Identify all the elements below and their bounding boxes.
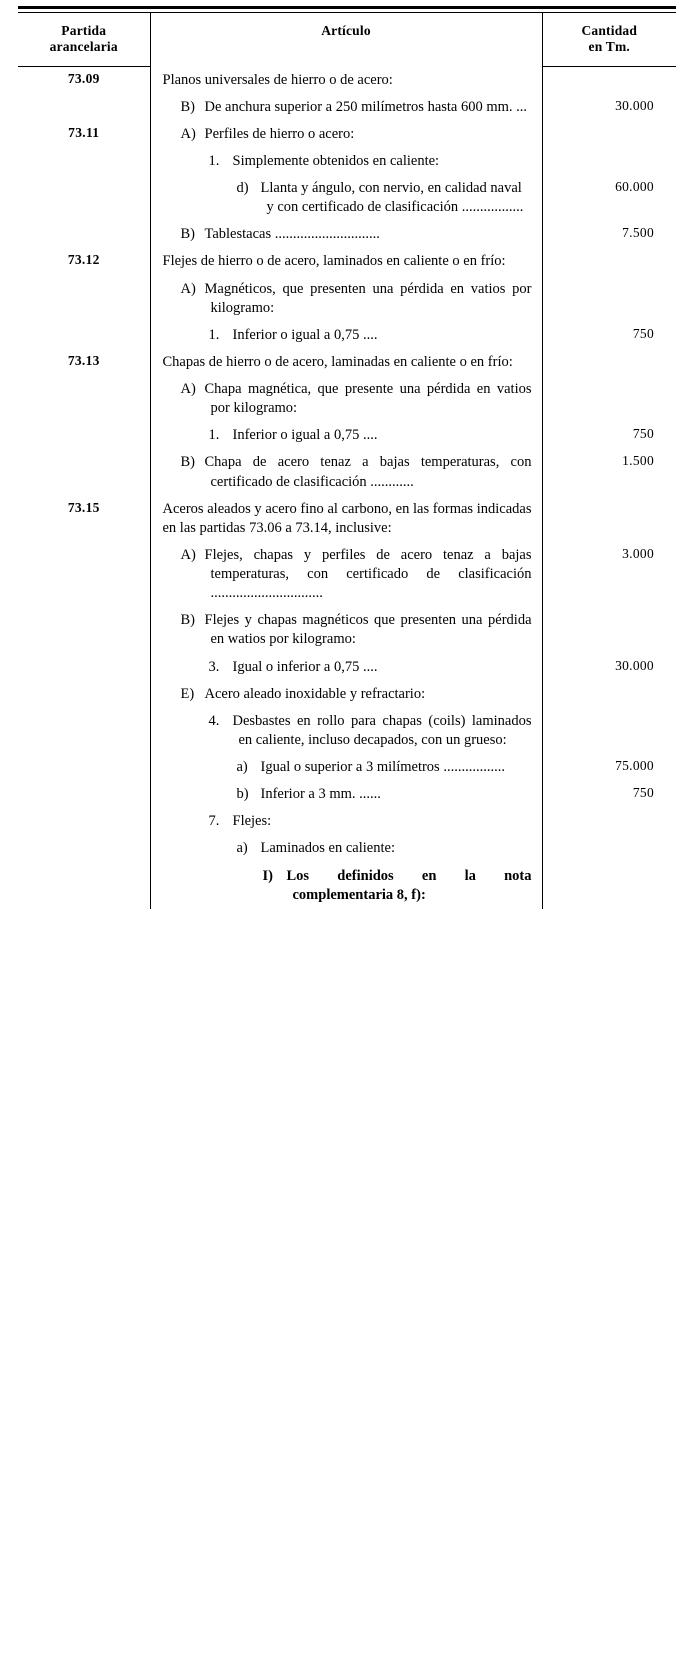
article-hang xyxy=(209,426,532,445)
article-text: Laminados en caliente: xyxy=(260,840,395,857)
article-paragraph xyxy=(237,758,532,777)
row-quantity xyxy=(542,248,676,275)
row-code xyxy=(18,276,150,322)
table-row xyxy=(18,808,676,835)
row-quantity xyxy=(542,67,676,94)
column-header-partida-line1: Partida xyxy=(61,23,107,38)
row-article xyxy=(150,422,542,449)
column-header-cantidad xyxy=(542,13,676,66)
row-quantity: 3.000 xyxy=(622,545,654,561)
article-paragraph xyxy=(209,658,532,677)
article-paragraph xyxy=(163,71,532,90)
row-article xyxy=(150,148,542,175)
row-article xyxy=(150,835,542,862)
item-label: A) xyxy=(180,125,196,142)
table-row xyxy=(18,607,676,653)
article-paragraph xyxy=(263,867,532,905)
row-article xyxy=(150,781,542,808)
article-text: Inferior a 3 mm. ...... xyxy=(260,786,381,803)
article-hang xyxy=(181,125,532,144)
row-quantity xyxy=(542,349,676,376)
row-code xyxy=(18,148,150,175)
row-article xyxy=(150,607,542,653)
table-row xyxy=(18,542,676,607)
row-code xyxy=(18,376,150,422)
item-label: 7. xyxy=(208,813,220,830)
item-label: B) xyxy=(180,612,195,629)
article-hang xyxy=(237,785,532,804)
article-paragraph xyxy=(181,453,532,491)
row-article xyxy=(150,248,542,275)
item-label: 3. xyxy=(208,658,220,675)
row-quantity xyxy=(542,376,676,422)
article-paragraph xyxy=(181,611,532,649)
table-row xyxy=(18,322,676,349)
item-label: d) xyxy=(236,180,249,197)
article-text: Desbastes en rollo para chapas (coils) laminados en caliente, incluso decapados, con un grueso: xyxy=(232,712,532,748)
row-code: 73.15 xyxy=(67,499,100,515)
article-hang xyxy=(263,867,532,905)
table-row xyxy=(18,349,676,376)
row-article xyxy=(150,175,542,221)
row-code xyxy=(18,708,150,754)
article-text: Chapas de hierro o de acero, laminadas en caliente o en frío: xyxy=(162,353,513,370)
row-article xyxy=(150,221,542,248)
article-paragraph xyxy=(181,225,532,244)
article-text: Magnéticos, que presenten una pérdida en vatios por kilogramo: xyxy=(204,280,532,316)
row-article xyxy=(150,376,542,422)
row-quantity: 750 xyxy=(632,785,654,801)
table-row xyxy=(18,376,676,422)
top-double-rule xyxy=(18,6,676,13)
article-paragraph xyxy=(163,252,532,271)
article-hang xyxy=(181,453,532,491)
row-quantity xyxy=(542,148,676,175)
article-hang xyxy=(209,152,532,171)
article-text: Flejes de hierro o de acero, laminados en caliente o en frío: xyxy=(162,253,506,270)
article-paragraph xyxy=(181,380,532,418)
article-text: Planos universales de hierro o de acero: xyxy=(162,71,393,88)
article-text: Aceros aleados y acero fino al carbono, en las formas indicadas en las partidas 73.06 a 73.14, inclusive: xyxy=(162,500,532,536)
article-text: Inferior o igual a 0,75 .... xyxy=(232,326,378,343)
row-article xyxy=(150,708,542,754)
table-header xyxy=(18,13,676,67)
row-quantity: 75.000 xyxy=(615,758,654,774)
row-quantity: 7.500 xyxy=(622,225,654,241)
row-article xyxy=(150,542,542,607)
row-code xyxy=(18,654,150,681)
table-row xyxy=(18,148,676,175)
row-code xyxy=(18,94,150,121)
row-code xyxy=(18,808,150,835)
article-hang xyxy=(181,380,532,418)
table-row xyxy=(18,422,676,449)
article-hang xyxy=(181,611,532,649)
row-code: 73.12 xyxy=(67,252,100,268)
article-paragraph xyxy=(163,353,532,372)
table-row xyxy=(18,863,676,909)
row-quantity: 30.000 xyxy=(615,657,654,673)
row-code xyxy=(18,781,150,808)
row-quantity: 1.500 xyxy=(622,453,654,469)
article-paragraph xyxy=(237,785,532,804)
article-paragraph xyxy=(181,546,532,603)
row-quantity xyxy=(542,808,676,835)
column-header-partida xyxy=(18,13,150,66)
article-text: Flejes y chapas magnéticos que presenten una pérdida en watios por kilogramo: xyxy=(204,612,532,648)
article-text: Inferior o igual a 0,75 .... xyxy=(232,427,378,444)
item-label: A) xyxy=(180,280,196,297)
article-paragraph xyxy=(209,426,532,445)
column-header-partida-line2: arancelaria xyxy=(49,38,118,54)
row-article xyxy=(150,754,542,781)
table-row xyxy=(18,449,676,495)
row-quantity xyxy=(542,496,676,542)
article-hang xyxy=(181,98,532,117)
item-label: B) xyxy=(180,454,195,471)
article-paragraph xyxy=(209,152,532,171)
row-code xyxy=(18,175,150,221)
row-quantity: 30.000 xyxy=(615,97,654,113)
article-paragraph xyxy=(181,125,532,144)
row-article xyxy=(150,94,542,121)
item-label: a) xyxy=(236,759,248,776)
article-text: Los definidos en la nota complementaria 8, f): xyxy=(286,867,532,903)
row-article xyxy=(150,322,542,349)
row-code xyxy=(18,221,150,248)
article-hang xyxy=(237,179,532,217)
row-quantity xyxy=(542,835,676,862)
column-header-cantidad-line1: Cantidad xyxy=(581,23,638,38)
article-hang xyxy=(209,712,532,750)
row-quantity xyxy=(542,708,676,754)
table-row xyxy=(18,175,676,221)
table-row xyxy=(18,67,676,94)
document-page xyxy=(0,6,694,1678)
item-label: 1. xyxy=(208,427,220,444)
article-hang xyxy=(209,326,532,345)
row-code: 73.09 xyxy=(67,71,100,87)
article-paragraph xyxy=(163,500,532,538)
article-text: Chapa de acero tenaz a bajas temperaturas, con certificado de clasificación ............ xyxy=(204,454,532,490)
article-paragraph xyxy=(209,326,532,345)
table-row xyxy=(18,781,676,808)
article-hang xyxy=(181,685,532,704)
row-code xyxy=(18,322,150,349)
table-row xyxy=(18,835,676,862)
item-label: B) xyxy=(180,226,195,243)
article-hang xyxy=(209,812,532,831)
row-article xyxy=(150,349,542,376)
item-label: A) xyxy=(180,546,196,563)
article-paragraph xyxy=(181,98,532,117)
row-quantity: 60.000 xyxy=(615,179,654,195)
article-paragraph xyxy=(209,812,532,831)
row-code xyxy=(18,607,150,653)
row-quantity: 750 xyxy=(632,325,654,341)
article-paragraph xyxy=(209,712,532,750)
row-article xyxy=(150,67,542,94)
table-row xyxy=(18,121,676,148)
article-text: Flejes, chapas y perfiles de acero tenaz a bajas temperaturas, con certificado de clasificación ............................... xyxy=(204,546,532,602)
row-code xyxy=(18,754,150,781)
table-body xyxy=(18,67,676,909)
column-header-cantidad-line2: en Tm. xyxy=(588,38,630,54)
row-code xyxy=(18,422,150,449)
article-hang xyxy=(181,280,532,318)
item-label: A) xyxy=(180,381,196,398)
article-text: Igual o superior a 3 milímetros ................. xyxy=(260,759,505,776)
article-paragraph xyxy=(237,179,532,217)
item-label: 4. xyxy=(208,712,220,729)
row-article xyxy=(150,496,542,542)
row-quantity: 750 xyxy=(632,426,654,442)
item-label: I) xyxy=(262,867,273,884)
item-label: 1. xyxy=(208,152,220,169)
row-article xyxy=(150,863,542,909)
article-paragraph xyxy=(237,839,532,858)
table-row xyxy=(18,708,676,754)
row-code xyxy=(18,542,150,607)
table-row xyxy=(18,754,676,781)
article-text: Llanta y ángulo, con nervio, en calidad naval y con certificado de clasificación ................. xyxy=(260,180,524,216)
row-article xyxy=(150,121,542,148)
article-paragraph xyxy=(181,280,532,318)
row-quantity xyxy=(542,607,676,653)
row-article xyxy=(150,808,542,835)
table-row xyxy=(18,248,676,275)
row-article xyxy=(150,681,542,708)
row-quantity xyxy=(542,276,676,322)
article-hang xyxy=(181,225,532,244)
article-hang xyxy=(237,839,532,858)
row-code: 73.13 xyxy=(67,352,100,368)
article-text: Simplemente obtenidos en caliente: xyxy=(232,152,440,169)
table-row xyxy=(18,496,676,542)
row-code xyxy=(18,449,150,495)
item-label: 1. xyxy=(208,326,220,343)
article-text: Tablestacas ............................. xyxy=(204,226,380,243)
row-article xyxy=(150,449,542,495)
row-article xyxy=(150,276,542,322)
item-label: E) xyxy=(180,685,195,702)
item-label: B) xyxy=(180,98,195,115)
article-paragraph xyxy=(181,685,532,704)
tariff-table xyxy=(18,13,676,909)
row-code xyxy=(18,681,150,708)
article-hang xyxy=(209,658,532,677)
table-row xyxy=(18,654,676,681)
article-text: Flejes: xyxy=(232,813,272,830)
article-hang xyxy=(237,758,532,777)
row-quantity xyxy=(542,863,676,909)
article-text: De anchura superior a 250 milímetros hasta 600 mm. ... xyxy=(204,98,528,115)
row-quantity xyxy=(542,121,676,148)
article-text: Chapa magnética, que presente una pérdida en vatios por kilogramo: xyxy=(204,381,532,417)
table-row xyxy=(18,221,676,248)
table-row xyxy=(18,276,676,322)
table-row xyxy=(18,94,676,121)
row-code xyxy=(18,863,150,909)
item-label: a) xyxy=(236,840,248,857)
article-hang xyxy=(181,546,532,603)
row-quantity xyxy=(542,681,676,708)
article-text: Perfiles de hierro o acero: xyxy=(204,125,355,142)
column-header-articulo: Artículo xyxy=(150,13,542,66)
row-code xyxy=(18,835,150,862)
item-label: b) xyxy=(236,786,249,803)
article-text: Acero aleado inoxidable y refractario: xyxy=(204,685,426,702)
row-code: 73.11 xyxy=(68,124,100,140)
row-article xyxy=(150,654,542,681)
article-text: Igual o inferior a 0,75 .... xyxy=(232,658,378,675)
table-row xyxy=(18,681,676,708)
